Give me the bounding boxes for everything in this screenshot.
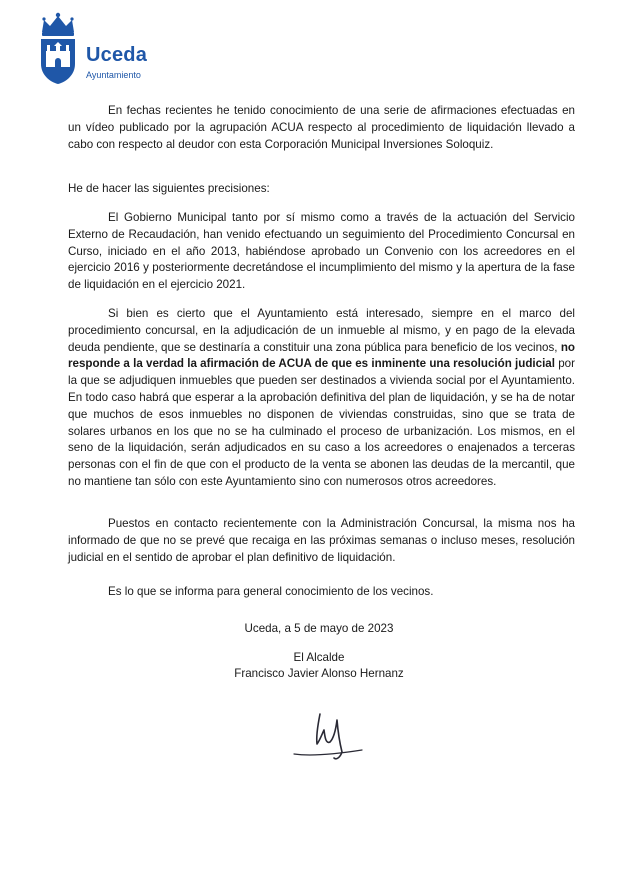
- signatory-title: El Alcalde: [293, 651, 345, 664]
- date-line: Uceda, a 5 de mayo de 2023: [244, 622, 394, 635]
- paragraph-5: Puestos en contacto recientemente con la Administración Concursal, la misma nos ha informado de que no se prevé que recaiga en las próximas semanas o incluso meses, resolución judicial en el sentido de aprobar el plan definitivo de liquidación.: [68, 517, 575, 564]
- signatory-name: Francisco Javier Alonso Hernanz: [234, 667, 404, 680]
- paragraph-2: He de hacer las siguientes precisiones:: [68, 182, 270, 195]
- logo-name: Uceda: [86, 44, 148, 66]
- paragraph-6: Es lo que se informa para general conocimiento de los vecinos.: [108, 585, 434, 598]
- paragraph-4-part-b: por la que se adjudiquen inmuebles que pueden ser destinados a vivienda social por el Ayuntamiento. En todo caso habrá que esperar a la aprobación definitiva del plan de liquidación, y se ha de notar que muchos de esos inmuebles no disponen de viviendas construidas, sino que se trata de solares urbanos en los que no se ha culminado el proceso de urbanización. Los mismos, en el seno de la liquidación, serán adjudicados en su caso a los acreedores o enajenados a terceras personas con el fin de que con el producto de la venta se abonen las deudas de la mercantil, que no mantiene tan sólo con este Ayuntamiento sino con numerosos otros acreedores.: [68, 357, 575, 488]
- handwritten-signature: [290, 700, 370, 770]
- logo-subtitle: Ayuntamiento: [86, 70, 141, 80]
- paragraph-4-bold: no responde a la verdad la afirmación de ACUA de que es inminente una resolución judicial: [68, 340, 575, 371]
- paragraph-4-part-a: Si bien es cierto que el Ayuntamiento está interesado, siempre en el marco del procedimiento concursal, en la adjudicación de un inmueble al mismo, y en pago de la elevada deuda pendiente, que se destinaría a constituir una zona pública para beneficio de los vecinos,: [68, 307, 575, 354]
- municipal-logo: [38, 12, 158, 86]
- paragraph-1: En fechas recientes he tenido conocimiento de una serie de afirmaciones efectuadas en un vídeo publicado por la agrupación ACUA respecto al procedimiento de liquidación llevado a cabo con respecto al deudor con esta Corporación Municipal Inversiones Soloquiz.: [68, 104, 575, 151]
- crown-shield-icon: [38, 12, 78, 86]
- paragraph-3: El Gobierno Municipal tanto por sí mismo como a través de la actuación del Servicio Externo de Recaudación, han venido efectuando un seguimiento del Procedimiento Concursal en Curso, iniciado en el año 2013, habiéndose aprobado un Convenio con los acreedores en el ejercicio 2016 y posteriormente decretándose el incumplimiento del mismo y la apertura de la fase de liquidación en el ejercicio 2021.: [68, 211, 575, 292]
- paragraph-4: [68, 306, 575, 491]
